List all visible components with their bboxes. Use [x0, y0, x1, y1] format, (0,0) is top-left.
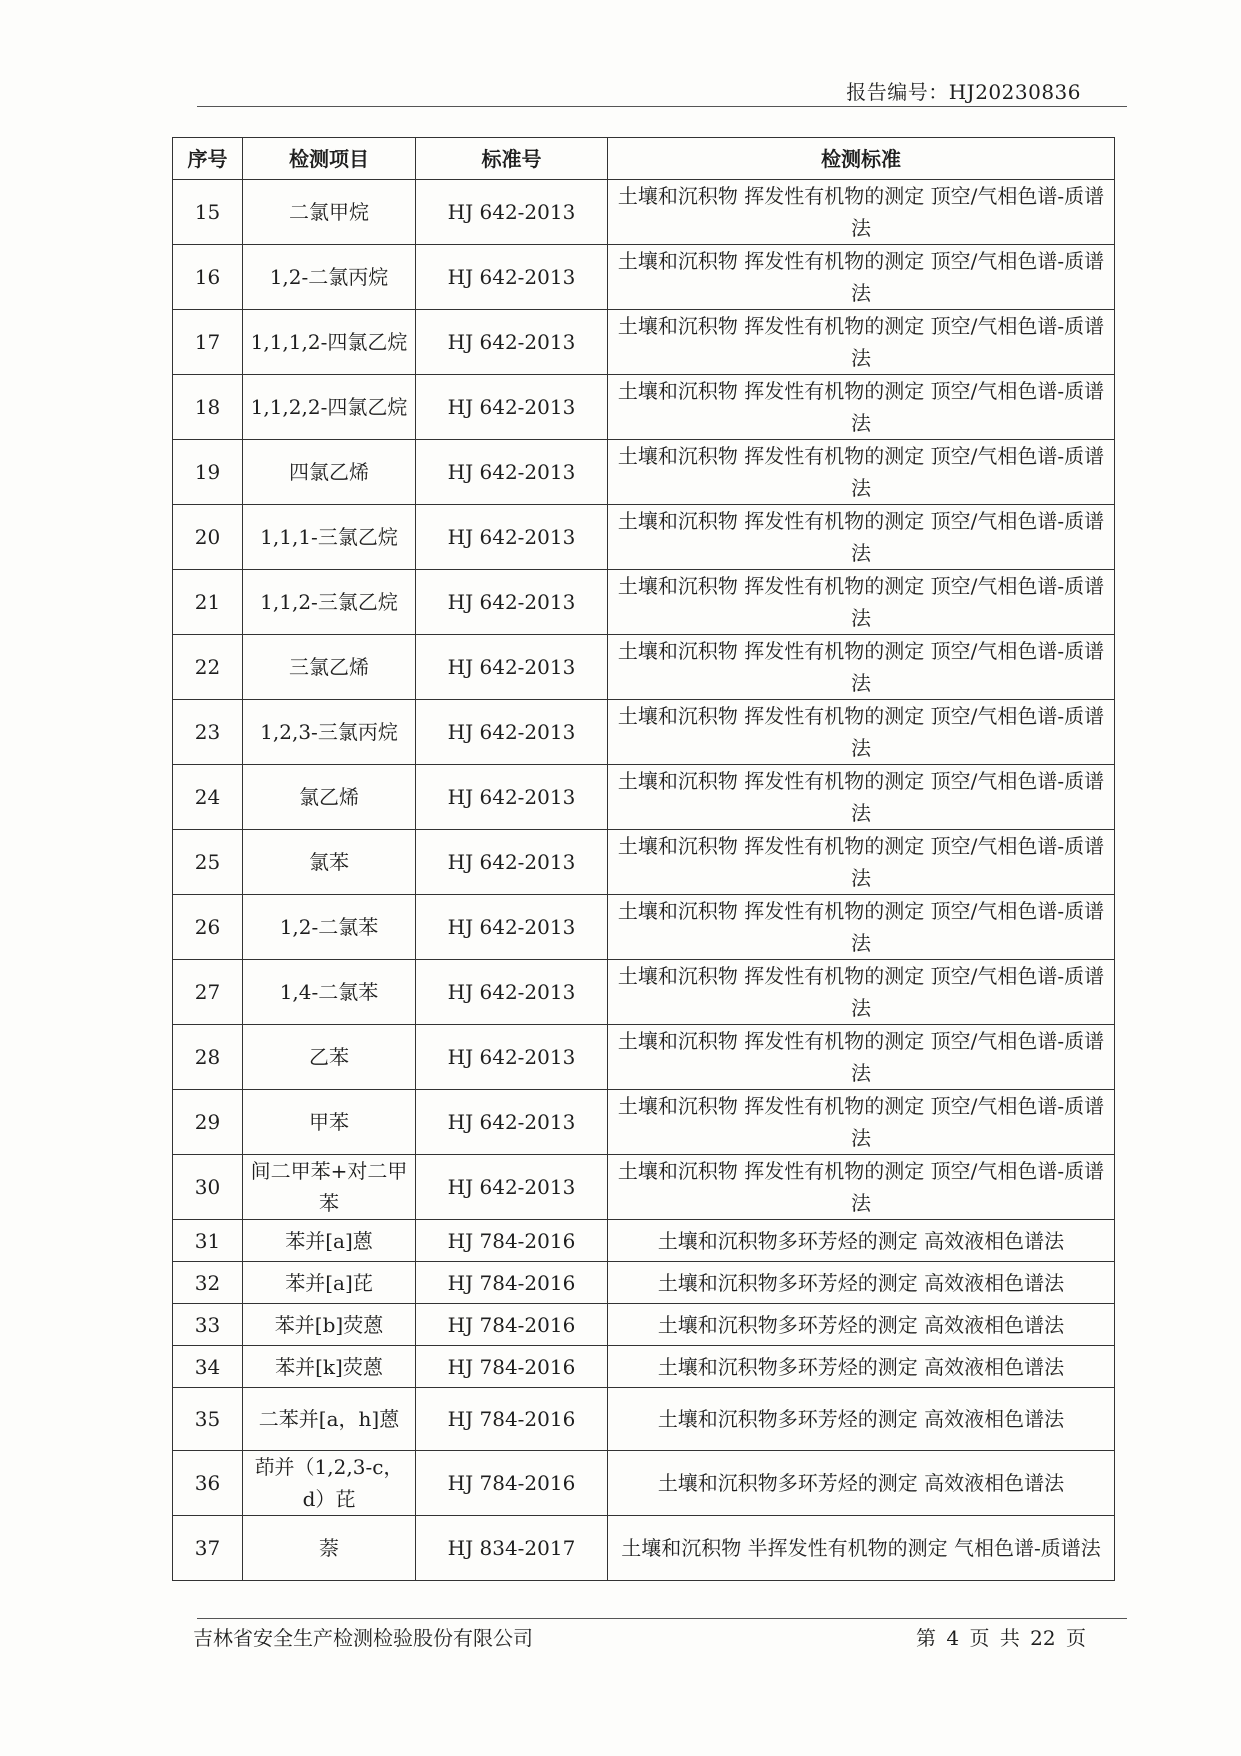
test-item-cell: 1,1,1,2-四氯乙烷	[243, 310, 416, 375]
standard-number-cell: HJ 642-2013	[416, 830, 608, 895]
table-row	[173, 570, 1115, 635]
standard-number-cell: HJ 642-2013	[416, 1155, 608, 1220]
test-method-cell: 土壤和沉积物多环芳烃的测定 高效液相色谱法	[608, 1262, 1115, 1304]
test-item-cell: 乙苯	[243, 1025, 416, 1090]
page-indicator: 第 4 页 共 22 页	[916, 1626, 1086, 1650]
standard-number-cell: HJ 784-2016	[416, 1262, 608, 1304]
row-number-cell: 20	[173, 505, 243, 570]
test-method-cell: 土壤和沉积物 挥发性有机物的测定 顶空/气相色谱-质谱法	[608, 1025, 1115, 1090]
row-number-cell: 31	[173, 1220, 243, 1262]
test-item-cell: 茚并（1,2,3-c，d）芘	[243, 1451, 416, 1516]
test-method-cell: 土壤和沉积物 挥发性有机物的测定 顶空/气相色谱-质谱法	[608, 765, 1115, 830]
standard-number-cell: HJ 642-2013	[416, 180, 608, 245]
standard-number-cell: HJ 642-2013	[416, 570, 608, 635]
test-item-cell: 1,2-二氯丙烷	[243, 245, 416, 310]
standard-number-cell: HJ 642-2013	[416, 765, 608, 830]
table-row	[173, 895, 1115, 960]
row-number-cell: 34	[173, 1346, 243, 1388]
standard-number-cell: HJ 642-2013	[416, 635, 608, 700]
standard-number-cell: HJ 784-2016	[416, 1220, 608, 1262]
table-row	[173, 1516, 1115, 1581]
standard-number-cell: HJ 642-2013	[416, 1090, 608, 1155]
table-row	[173, 960, 1115, 1025]
test-method-cell: 土壤和沉积物 挥发性有机物的测定 顶空/气相色谱-质谱法	[608, 440, 1115, 505]
test-method-cell: 土壤和沉积物 挥发性有机物的测定 顶空/气相色谱-质谱法	[608, 830, 1115, 895]
row-number-cell: 26	[173, 895, 243, 960]
table-row	[173, 375, 1115, 440]
test-method-cell: 土壤和沉积物 挥发性有机物的测定 顶空/气相色谱-质谱法	[608, 505, 1115, 570]
standard-number-cell: HJ 642-2013	[416, 375, 608, 440]
test-item-cell: 萘	[243, 1516, 416, 1581]
test-method-cell: 土壤和沉积物 挥发性有机物的测定 顶空/气相色谱-质谱法	[608, 375, 1115, 440]
test-item-cell: 氯乙烯	[243, 765, 416, 830]
standard-number-cell: HJ 784-2016	[416, 1304, 608, 1346]
test-item-cell: 甲苯	[243, 1090, 416, 1155]
test-method-cell: 土壤和沉积物 挥发性有机物的测定 顶空/气相色谱-质谱法	[608, 895, 1115, 960]
standard-number-cell: HJ 784-2016	[416, 1388, 608, 1451]
test-item-cell: 四氯乙烯	[243, 440, 416, 505]
table-row	[173, 1090, 1115, 1155]
table-row	[173, 1155, 1115, 1220]
test-item-cell: 苯并[b]荧蒽	[243, 1304, 416, 1346]
table-row	[173, 440, 1115, 505]
table-row	[173, 1262, 1115, 1304]
test-item-cell: 1,1,2,2-四氯乙烷	[243, 375, 416, 440]
row-number-cell: 29	[173, 1090, 243, 1155]
test-method-cell: 土壤和沉积物 挥发性有机物的测定 顶空/气相色谱-质谱法	[608, 570, 1115, 635]
test-method-cell: 土壤和沉积物 挥发性有机物的测定 顶空/气相色谱-质谱法	[608, 700, 1115, 765]
test-method-cell: 土壤和沉积物 挥发性有机物的测定 顶空/气相色谱-质谱法	[608, 180, 1115, 245]
test-method-cell: 土壤和沉积物多环芳烃的测定 高效液相色谱法	[608, 1451, 1115, 1516]
table-row	[173, 1388, 1115, 1451]
table-body	[173, 180, 1115, 1581]
row-number-cell: 24	[173, 765, 243, 830]
row-number-cell: 22	[173, 635, 243, 700]
test-item-cell: 氯苯	[243, 830, 416, 895]
standard-number-cell: HJ 642-2013	[416, 1025, 608, 1090]
test-item-cell: 二苯并[a，h]蒽	[243, 1388, 416, 1451]
row-number-cell: 30	[173, 1155, 243, 1220]
test-method-cell: 土壤和沉积物多环芳烃的测定 高效液相色谱法	[608, 1220, 1115, 1262]
row-number-cell: 36	[173, 1451, 243, 1516]
standard-number-cell: HJ 642-2013	[416, 700, 608, 765]
test-item-cell: 苯并[a]芘	[243, 1262, 416, 1304]
test-item-cell: 间二甲苯+对二甲苯	[243, 1155, 416, 1220]
row-number-cell: 21	[173, 570, 243, 635]
column-header-standard: 标准号	[416, 138, 608, 180]
standard-number-cell: HJ 642-2013	[416, 960, 608, 1025]
standard-number-cell: HJ 834-2017	[416, 1516, 608, 1581]
test-method-cell: 土壤和沉积物多环芳烃的测定 高效液相色谱法	[608, 1388, 1115, 1451]
table-row	[173, 505, 1115, 570]
row-number-cell: 37	[173, 1516, 243, 1581]
test-item-cell: 1,1,1-三氯乙烷	[243, 505, 416, 570]
test-method-cell: 土壤和沉积物 挥发性有机物的测定 顶空/气相色谱-质谱法	[608, 1155, 1115, 1220]
test-item-cell: 1,2,3-三氯丙烷	[243, 700, 416, 765]
row-number-cell: 28	[173, 1025, 243, 1090]
table-row	[173, 700, 1115, 765]
column-header-item: 检测项目	[243, 138, 416, 180]
table-row	[173, 1025, 1115, 1090]
table-row	[173, 830, 1115, 895]
test-method-cell: 土壤和沉积物 挥发性有机物的测定 顶空/气相色谱-质谱法	[608, 635, 1115, 700]
test-method-cell: 土壤和沉积物 挥发性有机物的测定 顶空/气相色谱-质谱法	[608, 310, 1115, 375]
test-item-cell: 二氯甲烷	[243, 180, 416, 245]
row-number-cell: 17	[173, 310, 243, 375]
table-row	[173, 1451, 1115, 1516]
row-number-cell: 25	[173, 830, 243, 895]
footer-rule	[197, 1618, 1127, 1619]
standard-number-cell: HJ 642-2013	[416, 310, 608, 375]
test-method-cell: 土壤和沉积物多环芳烃的测定 高效液相色谱法	[608, 1346, 1115, 1388]
standard-number-cell: HJ 784-2016	[416, 1346, 608, 1388]
table-row	[173, 1346, 1115, 1388]
standard-number-cell: HJ 642-2013	[416, 245, 608, 310]
test-method-cell: 土壤和沉积物 半挥发性有机物的测定 气相色谱-质谱法	[608, 1516, 1115, 1581]
test-method-cell: 土壤和沉积物 挥发性有机物的测定 顶空/气相色谱-质谱法	[608, 245, 1115, 310]
test-standards-table	[172, 137, 1115, 1581]
test-item-cell: 苯并[a]蒽	[243, 1220, 416, 1262]
header-rule	[197, 106, 1127, 107]
company-name: 吉林省安全生产检测检验股份有限公司	[193, 1626, 533, 1650]
row-number-cell: 18	[173, 375, 243, 440]
report-number: 报告编号：HJ20230836	[846, 80, 1081, 104]
table-header-row	[173, 138, 1115, 180]
test-item-cell: 1,1,2-三氯乙烷	[243, 570, 416, 635]
row-number-cell: 32	[173, 1262, 243, 1304]
standard-number-cell: HJ 642-2013	[416, 505, 608, 570]
column-header-method: 检测标准	[608, 138, 1115, 180]
column-header-no: 序号	[173, 138, 243, 180]
row-number-cell: 27	[173, 960, 243, 1025]
standard-number-cell: HJ 784-2016	[416, 1451, 608, 1516]
standard-number-cell: HJ 642-2013	[416, 440, 608, 505]
table-row	[173, 635, 1115, 700]
test-item-cell: 三氯乙烯	[243, 635, 416, 700]
row-number-cell: 15	[173, 180, 243, 245]
test-item-cell: 1,2-二氯苯	[243, 895, 416, 960]
standard-number-cell: HJ 642-2013	[416, 895, 608, 960]
table-row	[173, 245, 1115, 310]
table-row	[173, 1220, 1115, 1262]
table-row	[173, 1304, 1115, 1346]
row-number-cell: 33	[173, 1304, 243, 1346]
test-item-cell: 苯并[k]荧蒽	[243, 1346, 416, 1388]
test-item-cell: 1,4-二氯苯	[243, 960, 416, 1025]
table-row	[173, 310, 1115, 375]
row-number-cell: 16	[173, 245, 243, 310]
row-number-cell: 23	[173, 700, 243, 765]
test-method-cell: 土壤和沉积物 挥发性有机物的测定 顶空/气相色谱-质谱法	[608, 960, 1115, 1025]
row-number-cell: 35	[173, 1388, 243, 1451]
table-row	[173, 765, 1115, 830]
table-row	[173, 180, 1115, 245]
row-number-cell: 19	[173, 440, 243, 505]
test-method-cell: 土壤和沉积物 挥发性有机物的测定 顶空/气相色谱-质谱法	[608, 1090, 1115, 1155]
test-method-cell: 土壤和沉积物多环芳烃的测定 高效液相色谱法	[608, 1304, 1115, 1346]
